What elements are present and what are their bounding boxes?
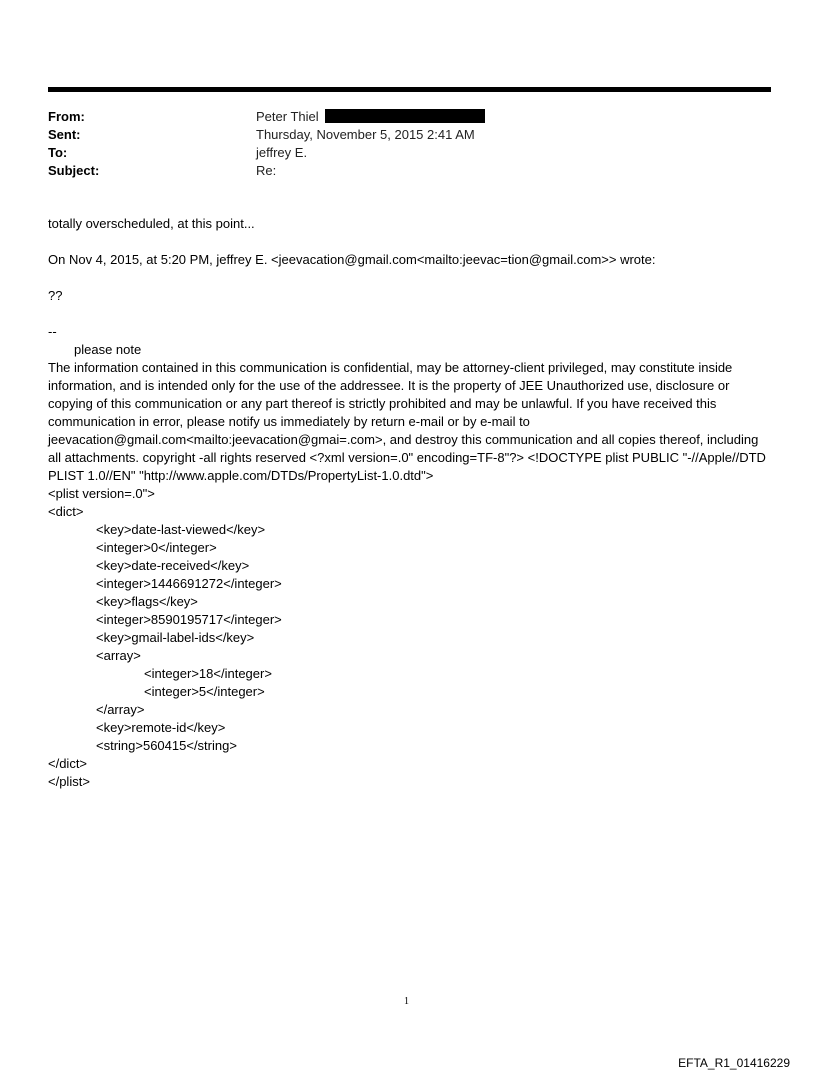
quote-header: On Nov 4, 2015, at 5:20 PM, jeffrey E. <jeevacation@gmail.com<mailto:jeevac=tion@gmail.com>> wrote: <box>48 252 656 267</box>
plist-line: <key>date-received</key> <box>96 558 250 573</box>
redaction-box <box>325 109 485 123</box>
sent-label: Sent: <box>48 127 81 142</box>
reply-text: totally overscheduled, at this point... <box>48 216 255 231</box>
from-row <box>48 108 485 126</box>
plist-line: </plist> <box>48 774 90 789</box>
plist-line: <integer>1446691272</integer> <box>96 576 282 591</box>
quoted-text: ?? <box>48 288 63 303</box>
plist-line: <key>flags</key> <box>96 594 198 609</box>
signature-separator: -- <box>48 324 57 339</box>
disclaimer: The information contained in this communication is confidential, may be attorney-client privileged, may constitute inside information, and is intended only for the use of the addressee. It is the property of JEE Unauthorized use, disclosure or copying of this communication or any part thereof is strictly prohibited and may be unlawful. If you have received this communication in error, please notify us immediately by return e-mail or by e-mail to jeevacation@gmail.com<mailto:jeevacation@gmai=.com>, and destroy this communication and all copies thereof, including all attachments. copyright -all rights reserved <?xml version=.0" encoding=TF-8"?> <!DOCTYPE plist PUBLIC "-//Apple//DTD PLIST 1.0//EN" "http://www.apple.com/DTDs/PropertyList-1.0.dtd"> <box>48 360 770 483</box>
to-value: jeffrey E. <box>256 145 308 160</box>
header-rule <box>48 87 771 92</box>
plist-line: <array> <box>96 648 141 663</box>
plist-line: <plist version=.0"> <box>48 486 155 501</box>
bates-number: EFTA_R1_01416229 <box>678 1056 790 1070</box>
plist-line: <key>gmail-label-ids</key> <box>96 630 255 645</box>
email-header <box>48 108 485 180</box>
plist-line: <integer>8590195717</integer> <box>96 612 282 627</box>
from-name: Peter Thiel <box>256 109 319 124</box>
subject-value: Re: <box>256 163 277 178</box>
plist-line: <string>560415</string> <box>96 738 237 753</box>
subject-row <box>48 162 485 180</box>
from-label: From: <box>48 109 85 124</box>
please-note: please note <box>74 342 142 357</box>
plist-line: <integer>18</integer> <box>144 666 272 681</box>
plist-line: </array> <box>96 702 145 717</box>
subject-label: Subject: <box>48 163 100 178</box>
plist-line: </dict> <box>48 756 88 771</box>
to-label: To: <box>48 145 68 160</box>
plist-line: <key>remote-id</key> <box>96 720 226 735</box>
plist-line: <integer>0</integer> <box>96 540 217 555</box>
plist-line: <integer>5</integer> <box>144 684 265 699</box>
email-body <box>48 215 770 791</box>
sent-value: Thursday, November 5, 2015 2:41 AM <box>256 127 475 142</box>
from-value <box>256 108 485 126</box>
sent-row <box>48 126 485 144</box>
to-row <box>48 144 485 162</box>
plist-line: <key>date-last-viewed</key> <box>96 522 266 537</box>
plist-line: <dict> <box>48 504 84 519</box>
page-number: 1 <box>404 996 409 1007</box>
